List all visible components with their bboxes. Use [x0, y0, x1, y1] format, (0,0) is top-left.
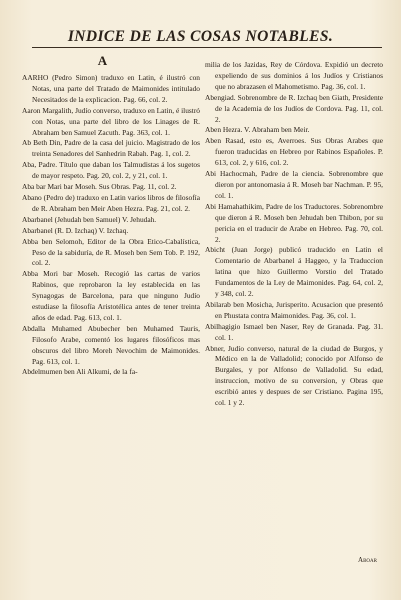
index-entry: Abengiad. Sobrenombre de R. Izchaq ben Giath, Presidente de la Academia de los Judíos de Cordova. Pag. 11, col. 2. — [205, 92, 383, 124]
index-entry: Abi Hamahathikim, Padre de los Traductores. Sobrenombre que dieron á R. Moseh ben Jehudah ben Thibon, por su pericia en el traducir de Arabe en Hebreo. Pag. 70, col. 2. — [205, 201, 383, 244]
index-entry: Abilhagigio Ismael ben Naser, Rey de Granada. Pag. 31. col. 1. — [205, 321, 383, 342]
index-entry: AARHO (Pedro Simon) traduxo en Latin, é ilustró con Notas, una parte del Tratado de Maimonides intitulado Necesitados de la explicacion. Pag. 66, col. 2. — [22, 73, 200, 104]
index-entry: Abilarab ben Mosicha, Jurisperito. Acusacion que presentó en Phustata contra Maimonides. Pag. 36, col. 1. — [205, 299, 383, 320]
index-entry: Abarbanel (R. D. Izchaq) V. Izchaq. — [22, 225, 129, 235]
index-entry: Abdelmumen ben Ali Alkumi, de la fa- — [22, 367, 138, 377]
index-entry: Abano (Pedro de) traduxo en Latin varios libros de filosofía de R. Abraham ben Meir Aben Hezra. Pag. 21, col. 2. — [22, 192, 200, 213]
catchword: Aboar — [358, 556, 377, 564]
index-entry: Abba Mori bar Moseh. Recogió las cartas de varios Rabinos, que reprobaron la ley establecida en las Synagogas de Barcelona, para que ninguno Judío estudiase la filosofía Aristotélica antes de tener treinta años de edad. Pag. 613, col. 1. — [22, 269, 200, 322]
section-letter: A — [97, 53, 108, 68]
index-entry: Abarbanel (Jehudah ben Samuel) V. Jehudah. — [22, 214, 157, 224]
right-column — [205, 60, 383, 409]
index-entry: Aba bar Mari bar Moseh. Sus Obras. Pag. 11, col. 2. — [22, 182, 177, 192]
index-entry: Ab Beth Din, Padre de la casa del juicio. Magistrado de los treinta Senadores del Sanhedrin Rabah. Pag. 1, col. 2. — [22, 138, 200, 159]
title-rule — [32, 47, 382, 48]
index-entry: Abba ben Selomoh, Editor de la Obra Etico-Cabalística, Peso de la sabiduría, de R. Moseh ben Sem Tob. P. 192, col. 2. — [22, 236, 200, 268]
index-entry: Abi Hachocmah, Padre de la ciencia. Sobrenombre que dieron por antonomasia á R. Moseh bar Nachman. P. 95, col. 1. — [205, 169, 383, 200]
index-entry: Aba, Padre. Título que daban los Talmudistas á los sugetos de mayor respeto. Pag. 20, col. 2, y 21, col. 1. — [22, 160, 200, 181]
index-entry: Aaron Margalith, Judío converso, traduxo en Latin, é ilustró con Notas, una parte del libro de los Linages de R. Abraham ben Samuel Zacuth. Pag. 363, col. 1. — [22, 105, 200, 137]
index-entry: Aben Hezra. V. Abraham ben Meir. — [205, 125, 310, 135]
index-entry: Abner, Judío converso, natural de la ciudad de Burgos, y Médico en la de Valladolid; conocido por Alfonso de Burgales, y por Alfonso de Valladolid. Su edad, instruccion, motivo de su conversion, y Obras que escribió antes y despues de ser Cristiano. Pagina 195, col. 1 y 2. — [205, 343, 383, 408]
index-entry: milia de los Jazidas, Rey de Córdova. Expidió un decreto expeliendo de sus dominios á los Judíos y Cristianos que no abrazasen el Mahometismo. Pag. 36, col. 1. — [205, 60, 383, 91]
left-column — [22, 73, 200, 378]
page-title: INDICE DE LAS COSAS NOTABLES. — [67, 28, 334, 45]
index-entry: Aben Rasad, esto es, Averroes. Sus Obras Arabes que fueron traducidas en Hebreo por Rabinos Españoles. P. 613, col. 2, y 616, col. 2. — [205, 136, 383, 168]
index-entry: Abdalla Muhamed Abubecher ben Muhamed Tauris, Filosofo Arabe, comentó los lugares filosóficos mas obscuros del libro Moreh Nevochim de Maimonides. Pag. 613, col. 1. — [22, 323, 200, 366]
index-entry: Abicht (Juan Jorge) publicó traducido en Latin el Comentario de Abarbanel á Haggeo, y la Traduccion latina que hizo Guillermo Vorstio del Tratado Fundamentos de la Ley de Maimonides. Pag. 64, col. 2, y 348, col. 2. — [205, 245, 383, 299]
